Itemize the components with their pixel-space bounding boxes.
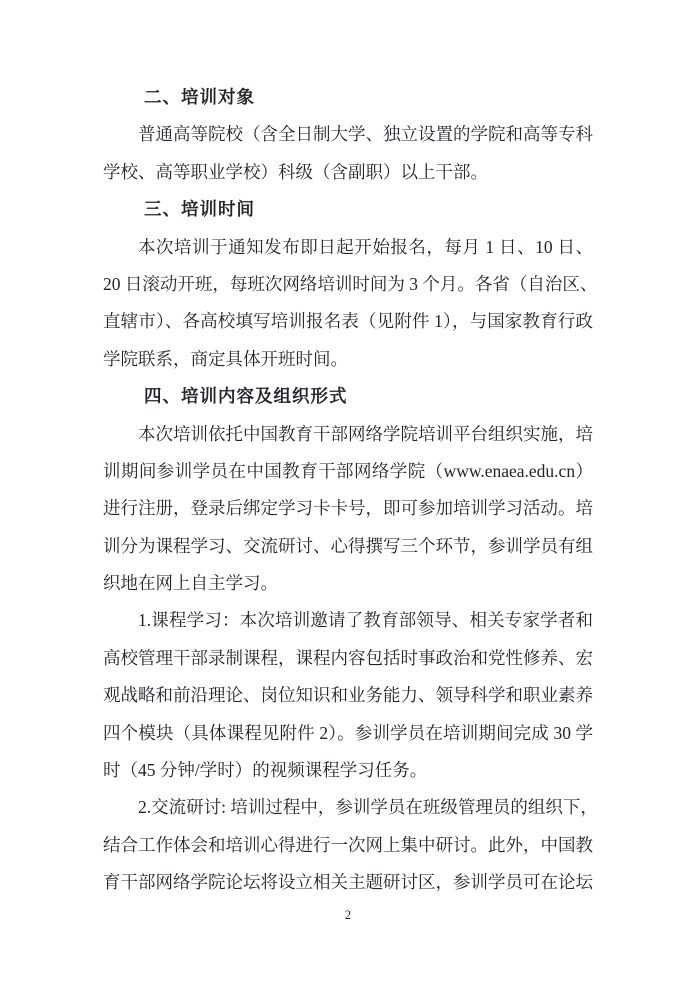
text-line-item-2-discussion: 2.交流研讨: 培训过程中，参训学员在班级管理员的组织下， [138, 797, 598, 818]
text-line: 进行注册，登录后绑定学习卡卡号，即可参加培训学习活动。培 [103, 498, 593, 519]
text-line: 四个模块（具体课程见附件 2）。参训学员在培训期间完成 30 学 [103, 722, 593, 743]
text-line: 本次培训依托中国教育干部网络学院培训平台组织实施，培 [138, 423, 593, 444]
text-line-item-1-course-study: 1.课程学习：本次培训邀请了教育部领导、相关专家学者和 [138, 610, 593, 631]
text-line: 结合工作体会和培训心得进行一次网上集中研讨。此外，中国教 [103, 834, 593, 855]
text-line: 学院联系，商定具体开班时间。 [103, 348, 348, 369]
text-line: 学校、高等职业学校）科级（含副职）以上干部。 [103, 161, 488, 182]
document-body [103, 79, 598, 924]
text-line: 普通高等院校（含全日制大学、独立设置的学院和高等专科 [138, 124, 593, 145]
text-line: 高校管理干部录制课程，课程内容包括时事政治和党性修养、宏 [103, 647, 593, 668]
text-line: 20 日滚动开班，每班次网络培训时间为 3 个月。各省（自治区、 [103, 273, 598, 294]
text-line: 时（45 分钟/学时）的视频课程学习任务。 [103, 760, 428, 781]
text-line: 织地在网上自主学习。 [103, 573, 278, 594]
section-heading-training-targets: 二、培训对象 [144, 87, 255, 107]
section-heading-training-time: 三、培训时间 [144, 199, 255, 220]
section-heading-training-content: 四、培训内容及组织形式 [144, 386, 348, 407]
text-line: 观战略和前沿理论、岗位知识和业务能力、领导科学和职业素养 [103, 685, 593, 706]
text-line-with-url: 训期间参训学员在中国教育干部网络学院（www.enaea.edu.cn） [103, 460, 593, 481]
text-line: 育干部网络学院论坛将设立相关主题研讨区，参训学员可在论坛 [103, 872, 593, 893]
text-line: 直辖市）、各高校填写培训报名表（见附件 1），与国家教育行政 [103, 311, 593, 332]
text-line: 本次培训于通知发布即日起开始报名，每月 1 日、10 日、 [138, 236, 593, 257]
page-number: 2 [344, 907, 352, 922]
text-line: 训分为课程学习、交流研讨、心得撰写三个环节，参训学员有组 [103, 535, 593, 556]
